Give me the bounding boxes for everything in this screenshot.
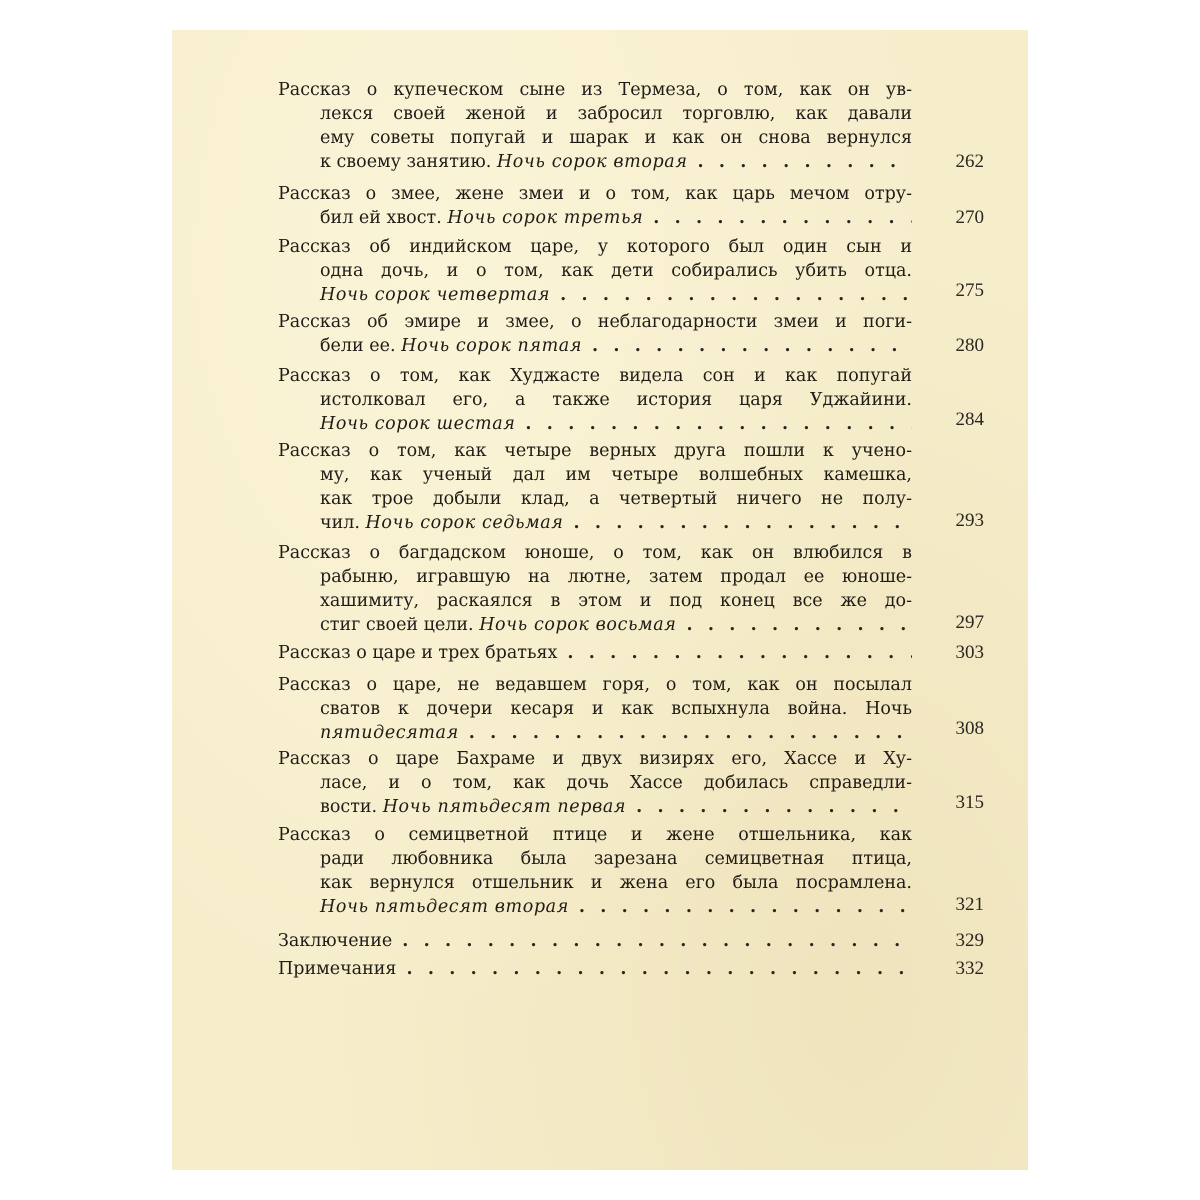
- night-label: Ночь сорок четвертая: [320, 285, 551, 305]
- page-number: 275: [955, 280, 984, 301]
- night-label: Ночь сорок пятая: [401, 336, 583, 356]
- night-label: Ночь сорок вторая: [496, 152, 688, 172]
- dot-leader: [592, 334, 912, 358]
- page-number: 329: [955, 930, 984, 951]
- entry-line: хашимиту, раскаялся в этом и под конец все же до-: [320, 591, 912, 611]
- entry-line: му, как ученый дал им четыре волшебных камешка,: [320, 465, 912, 485]
- dot-leader: [653, 206, 912, 230]
- page-number: 293: [955, 510, 984, 531]
- dot-leader: [698, 150, 912, 174]
- dot-leader: [406, 957, 912, 981]
- night-label: Ночь сорок третья: [447, 208, 644, 228]
- toc-entry: [278, 439, 984, 533]
- entry-line: Рассказ о змее, жене змеи и о том, как царь мечом отру-: [278, 184, 912, 204]
- entry-line: Рассказ о семицветной птице и жене отшельника, как: [278, 825, 912, 845]
- toc-entry: [278, 823, 984, 917]
- page-number: 332: [955, 958, 984, 979]
- dot-leader: [579, 895, 912, 919]
- night-label: Ночь сорок восьмая: [479, 615, 677, 635]
- entry-line: истолковал его, а также история царя Уджайини.: [320, 390, 912, 410]
- page-number: 262: [955, 151, 984, 172]
- entry-line: к своему занятию.: [320, 152, 492, 172]
- entry-line: Рассказ о царе и трех братьях: [278, 643, 558, 663]
- entry-line: ему советы попугай и шарак и как он снова вернулся: [320, 128, 912, 148]
- entry-line: Рассказ о том, как четыре верных друга пошли к учено-: [278, 441, 912, 461]
- toc-entry: [278, 673, 984, 741]
- dot-leader: [469, 721, 912, 745]
- entry-line: Рассказ об индийском царе, у которого был один сын и: [278, 237, 912, 257]
- entry-line: бели ее.: [320, 336, 396, 356]
- dot-leader: [525, 412, 912, 436]
- entry-line: как вернулся отшельник и жена его была посрамлена.: [320, 873, 912, 893]
- page-number: 321: [955, 894, 984, 915]
- entry-line: ради любовника была зарезана семицветная птица,: [320, 849, 912, 869]
- toc-entry: [278, 78, 984, 174]
- entry-line: лекся своей женой и забросил торговлю, как давали: [320, 104, 912, 124]
- dot-leader: [686, 613, 912, 637]
- night-label: Ночь сорок седьмая: [365, 513, 564, 533]
- entry-line: Рассказ о царе, не ведавшем горя, о том, как он посылал: [278, 675, 912, 695]
- dot-leader: [636, 795, 912, 819]
- entry-line: сватов к дочери кесаря и как вспыхнула война. Ночь: [320, 699, 912, 719]
- entry-line: Рассказ о багдадском юноше, о том, как он влюбился в: [278, 543, 912, 563]
- entry-line: стиг своей цели.: [320, 615, 474, 635]
- toc-entry: [278, 310, 984, 358]
- night-label: пятидесятая: [320, 723, 459, 743]
- toc-entry: [278, 541, 984, 635]
- night-label: Ночь пятьдесят первая: [382, 797, 627, 817]
- dot-leader: [560, 283, 912, 307]
- toc-entry: [278, 364, 984, 432]
- dot-leader: [402, 929, 912, 953]
- entry-line: Примечания: [278, 959, 397, 979]
- toc-entry: [278, 957, 984, 981]
- toc-entry: [278, 641, 984, 665]
- entry-line: Рассказ о царе Бахраме и двух визирях его, Хассе и Ху-: [278, 749, 912, 769]
- page-number: 308: [955, 718, 984, 739]
- page-number: 270: [955, 207, 984, 228]
- entry-line: Заключение: [278, 931, 393, 951]
- entry-line: одна дочь, и о том, как дети собирались убить отца.: [320, 261, 912, 281]
- page-number: 303: [955, 642, 984, 663]
- night-label: Ночь пятьдесят вторая: [320, 897, 569, 917]
- dot-leader: [567, 641, 912, 665]
- entry-line: вости.: [320, 797, 378, 817]
- toc-entry: [278, 235, 984, 303]
- entry-line: Рассказ о том, как Худжасте видела сон и как попугай: [278, 366, 912, 386]
- toc-entry: [278, 929, 984, 953]
- entry-line: как трое добыли клад, а четвертый ничего не полу-: [320, 489, 912, 509]
- entry-line: ласе, и о том, как дочь Хассе добилась справедли-: [320, 773, 912, 793]
- entry-line: чил.: [320, 513, 360, 533]
- night-label: Ночь сорок шестая: [320, 414, 516, 434]
- entry-line: Рассказ о купеческом сыне из Термеза, о том, как он ув-: [278, 80, 912, 100]
- table-of-contents: [278, 78, 984, 981]
- entry-line: бил ей хвост.: [320, 208, 442, 228]
- toc-entry: [278, 182, 984, 230]
- page-number: 284: [955, 409, 984, 430]
- toc-entry: [278, 747, 984, 815]
- page-number: 280: [955, 335, 984, 356]
- dot-leader: [573, 511, 912, 535]
- page-number: 297: [955, 612, 984, 633]
- entry-line: рабыню, игравшую на лютне, затем продал ее юноше-: [320, 567, 912, 587]
- page-number: 315: [955, 792, 984, 813]
- entry-line: Рассказ об эмире и змее, о неблагодарности змеи и поги-: [278, 312, 912, 332]
